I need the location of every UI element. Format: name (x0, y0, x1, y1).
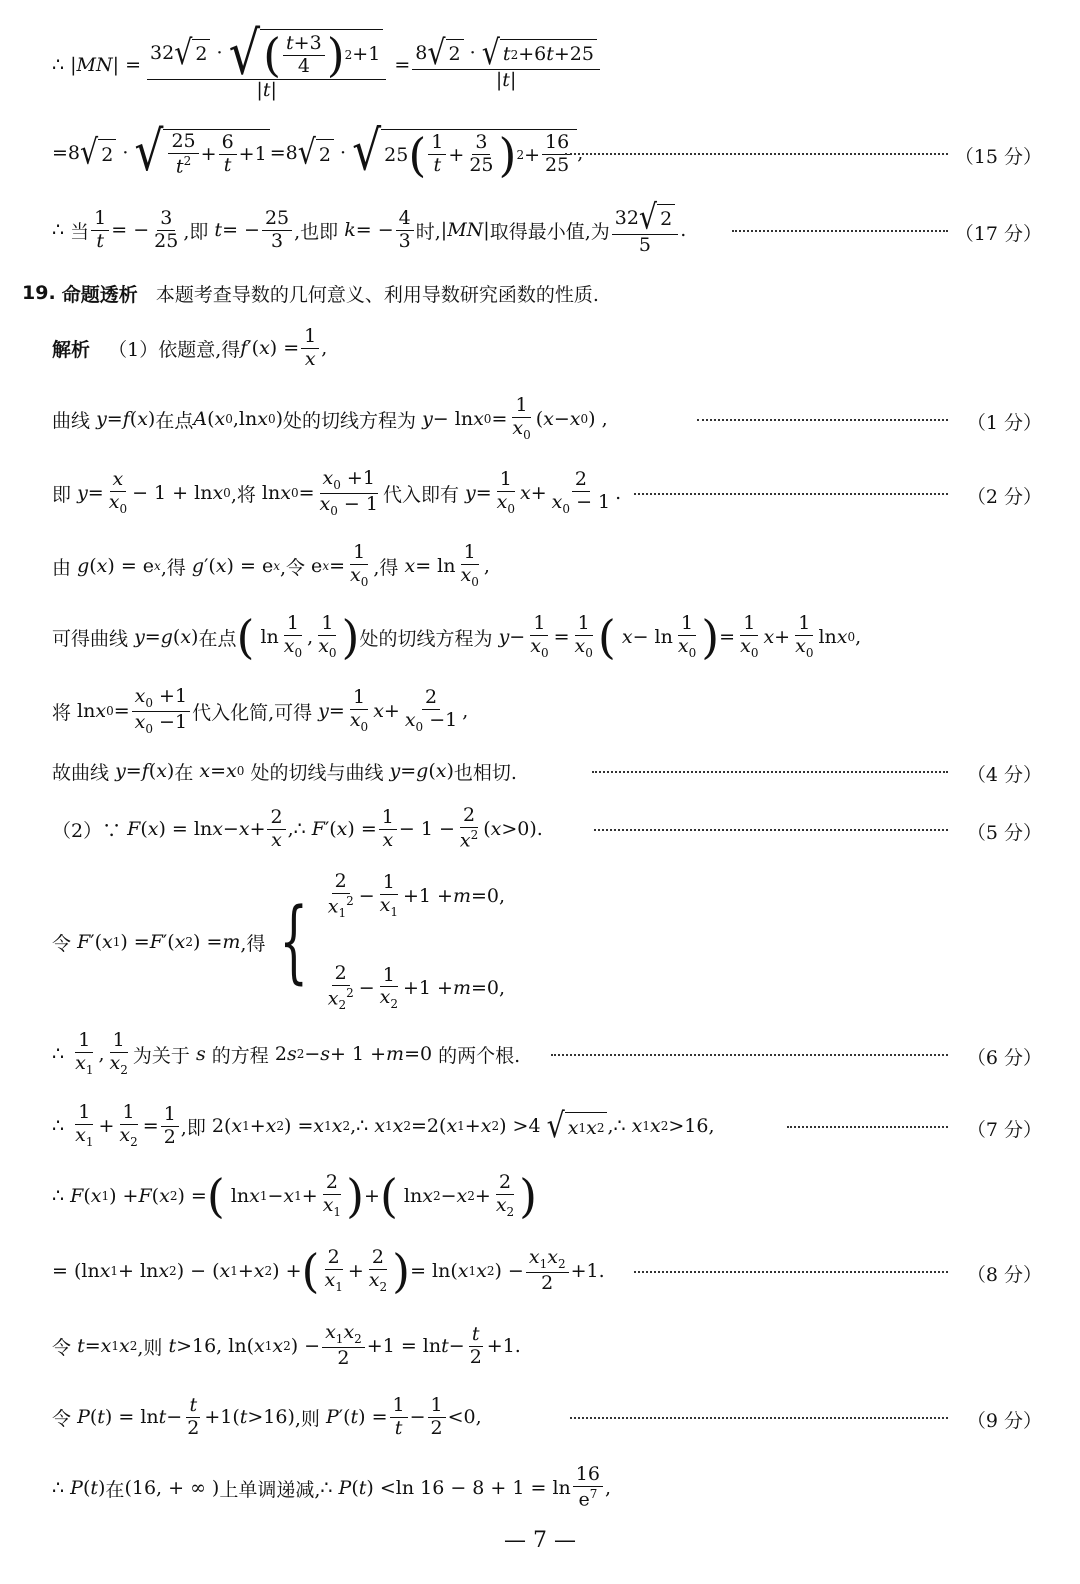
score-6: （6 分） (966, 1047, 1042, 1069)
math-line-8: = (ln x 1 + ln x 2 ) − ( x 1 + x 2 ) + ( $\frac{2}{x_1}$ + $\frac{2}{x_2}$ ) = ln( x 1 x 2 ) − $\frac{x_1x_2}{2}$ +1. （8 分） (52, 1244, 1042, 1298)
score-2: （2 分） (966, 486, 1042, 508)
dot-leader (594, 829, 948, 831)
math-line-system: 令 F ′( x 1 ) = F ′( x 2 ) = m ,得 { $\frac{2}{x_1^2}$ − $\frac{1}{x_1}$ +1 + m =0, $\frac{2}{x_2^2}$ − $\frac{1}{x_2}$ +1 + m =0, (52, 870, 506, 1013)
problem-tag: 命题透析 (61, 283, 138, 306)
math-line-4: 故曲线 y = f ( x ) 在 x = x 0 处的切线与曲线 y = g ( x ) 也相切. （4 分） (52, 760, 1042, 786)
math-line-7: ∴ $\frac{1}{x_1}$ + $\frac{1}{x_2}$ = $\frac{1}{2}$ ,即 2( x 1 + x 2 ) = x 1 x 2 ,∴ x 1 x 2 =2( x 1 + x 2 ) >4 √ x 1 x 2 ,∴ x 1 x 2 >16, （7 分） (52, 1101, 1042, 1150)
math-line-tangent-g: 可得曲线 y = g ( x ) 在点 ( ln $\frac{1}{x_0}$ , $\frac{1}{x_0}$ ) 处的切线方程为 y − $\frac{1}{x_0}$ = $\frac{1}{x_0}$ ( x − ln $\frac{1}{x_0}$ ) = $\frac{1}{x_0}$ x + $\frac{1}{x_0}$ ln x 0 , (52, 610, 862, 664)
math-line-15: =8 √ 2 · √ $\frac{25}{t^2}$ + $\frac{6}{t}$ +1 =8 √ 2 · √ 25 ( $\frac{1}{t}$ + $\frac{3}{25}$ ) 2 + $\frac{16}{25}$ , （15 分） (52, 118, 1042, 183)
math-line-2: 即 y = $\frac{x}{x_0}$ − 1 + ln x 0 ,将 ln x 0 = $\frac{x_0 +1}{x_0 - 1}$ 代入即有 y = $\frac{1}{x_0}$ x + $\frac{2}{x_0 - 1}$ . （2 分） (52, 467, 1042, 518)
score-1: （1 分） (966, 412, 1042, 434)
dot-leader (570, 1417, 948, 1419)
dot-leader (592, 771, 948, 773)
dot-leader (697, 419, 948, 421)
math-line-9: 令 P ( t ) = ln t − $\frac{t}{2}$ +1( t >16) ,则 P ′( t ) = $\frac{1}{t}$ − $\frac{1}{2}$ <0, （9 分） (52, 1393, 1042, 1439)
score-7: （7 分） (966, 1119, 1042, 1141)
score-5: （5 分） (966, 822, 1042, 844)
score-8: （8 分） (966, 1264, 1042, 1286)
dot-leader (787, 1126, 948, 1128)
math-line-1: 曲线 y = f ( x ) 在点 A ( x 0 ,ln x 0 ) 处的切线方程为 y − ln x 0 = $\frac{1}{x_0}$ ( x − x 0 ) , （1 分） (52, 394, 1042, 443)
dot-leader (551, 1054, 948, 1056)
math-line-monotone: ∴ P ( t ) 在 (16, + ∞ ) 上单调递减, ∴ P ( t ) <ln 16 − 8 + 1 = ln $\frac{16}{e^7}$ , (52, 1463, 612, 1511)
jiexi-label: 解析 (52, 338, 91, 361)
score-9: （9 分） (966, 1410, 1042, 1432)
math-line-17: ∴ 当 $\frac{1}{t}$ = − $\frac{3}{25}$ ,即 t = − $\frac{25}{3}$ ,也即 k = − $\frac{4}{3}$ 时, | MN | 取得最小值,为 32 √ 2 5 . （17 分） (52, 197, 1042, 256)
therefore-symbol: ∴ (52, 54, 65, 76)
math-line-jiexi: 解析 （1）依题意,得 f ′( x ) = $\frac{1}{x}$ , (52, 324, 328, 370)
dot-leader (732, 230, 948, 232)
problem-intro: 本题考查导数的几何意义、利用导数研究函数的性质. (155, 283, 599, 306)
math-line-g: 由 g ( x ) = e x ,得 g ′( x ) = e x ,令 e x = $\frac{1}{x_0}$ ,得 x = ln $\frac{1}{x_0}$ , (52, 541, 490, 590)
math-line-sumF: ∴ F ( x 1 ) + F ( x 2 ) = ( ln x 1 − x 1 + $\frac{2}{x_1}$ ) + ( ln x 2 − x 2 + $\frac{2}{x_2}$ ) (52, 1169, 538, 1223)
score-17: （17 分） (954, 223, 1042, 245)
dot-leader (634, 493, 948, 495)
math-line-5: （2）∵ F ( x ) = ln x − x + $\frac{2}{x}$ ,∴ F ′( x ) = $\frac{1}{x}$ − 1 − $\frac{2}{x^2}$ ( x >0). （5 分） (52, 804, 1042, 852)
brace: { (279, 889, 309, 994)
score-15: （15 分） (954, 146, 1042, 168)
score-4: （4 分） (966, 764, 1042, 786)
problem-number: 19. (22, 282, 56, 304)
math-line-t: 令 t = x 1 x 2 ,则 t >16, ln( x 1 x 2 ) − $\frac{x_1x_2}{2}$ +1 = ln t − $\frac{t}{2}$ +1. (52, 1321, 521, 1369)
dot-leader (634, 1271, 948, 1273)
math-line-6: ∴ $\frac{1}{x_1}$ , $\frac{1}{x_2}$ 为关于 s 的方程 2 s 2 − s + 1 + m =0 的两个根. （6 分） (52, 1029, 1042, 1078)
page-number: — 7 — (504, 1528, 576, 1553)
dot-leader (565, 153, 948, 155)
math-line-simplify: 将 ln x 0 = $\frac{x_0 +1}{x_0 -1}$ 代入化简,可得 y = $\frac{1}{x_0}$ x + $\frac{2}{x_0 -1}$ , (52, 685, 469, 736)
math-line-mn: ∴ | MN | = 32 √ 2 · √ ( $\frac{t+3}{4}$ ) 2 +1 |t| = 8 √ 2 · √ t 2 +6 t +25 |t| (0, 25, 1080, 105)
